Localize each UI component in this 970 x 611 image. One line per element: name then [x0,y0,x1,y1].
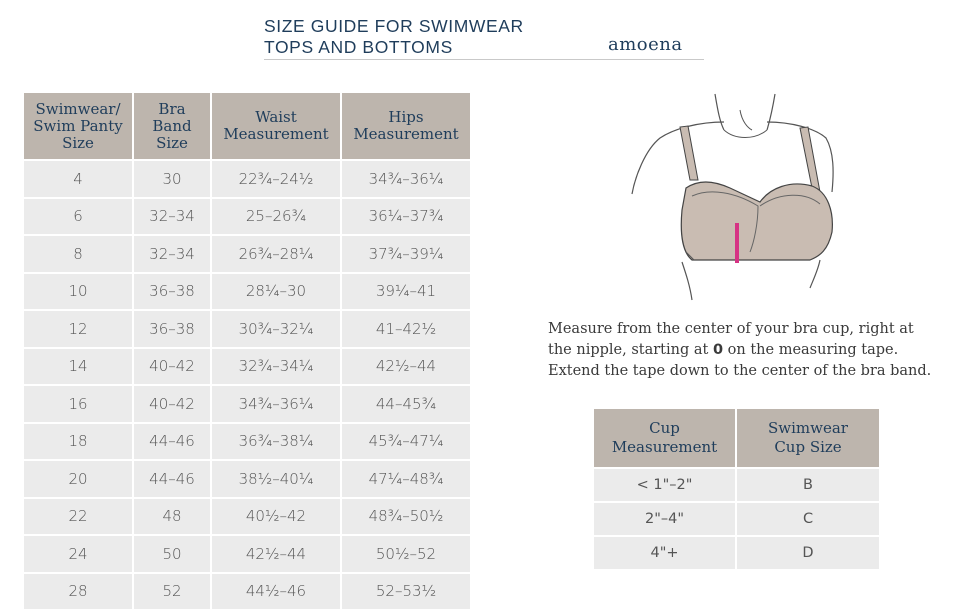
table-row [24,574,470,610]
table-cell: 36–38 [134,274,210,310]
table-cell: 24 [24,536,132,572]
table-row [24,199,470,235]
table-cell: D [737,537,879,569]
table-cell: 28 [24,574,132,610]
header-bra-band-size: Bra Band Size [134,93,210,159]
instructions-line-2: the nipple, starting at 0 on the measuring tape. [548,342,899,358]
table-cell: 50½–52 [342,536,470,572]
table-cell: 12 [24,311,132,347]
table-cell: 48 [134,499,210,535]
table-cell: C [737,503,879,535]
title-divider [264,59,704,60]
table-cell: 48¾–50½ [342,499,470,535]
table-cell: 18 [24,424,132,460]
cup-size-table [592,407,881,571]
header-swimwear-cup-size: Swimwear Cup Size [737,409,879,467]
table-cell: 52–53½ [342,574,470,610]
table-cell: 34¾–36¼ [212,386,340,422]
table-cell: 38½–40¼ [212,461,340,497]
table-cell: 32¾–34¼ [212,349,340,385]
table-cell: 34¾–36¼ [342,161,470,197]
table-cell: 10 [24,274,132,310]
table-row [594,469,879,501]
table-cell: 39¼–41 [342,274,470,310]
table-row [24,386,470,422]
table-row [24,311,470,347]
table-cell: 4"+ [594,537,735,569]
table-cell: 6 [24,199,132,235]
table-cell: 50 [134,536,210,572]
table-row [24,499,470,535]
table-cell: 47¼–48¾ [342,461,470,497]
table-row [24,349,470,385]
table-cell: 36¼–37¾ [342,199,470,235]
title-line-1: SIZE GUIDE FOR SWIMWEAR [264,16,524,36]
header-hips: Hips Measurement [342,93,470,159]
instructions-line-1: Measure from the center of your bra cup, right at [548,321,914,337]
table-cell: 42½–44 [212,536,340,572]
page-title [264,16,524,58]
table-cell: 26¾–28¼ [212,236,340,272]
table-cell: 16 [24,386,132,422]
table-cell: 2"–4" [594,503,735,535]
table-cell: 32–34 [134,199,210,235]
bra-measurement-illustration [620,92,850,302]
table-cell: 20 [24,461,132,497]
table-cell: 40–42 [134,349,210,385]
table-row [24,536,470,572]
table-cell: 22 [24,499,132,535]
size-table-header-row [24,93,470,159]
table-cell: 4 [24,161,132,197]
instructions-line-3: Extend the tape down to the center of the bra band. [548,363,932,379]
table-cell: 44–45¾ [342,386,470,422]
table-cell: < 1"–2" [594,469,735,501]
table-cell: 30 [134,161,210,197]
table-row [594,537,879,569]
table-cell: 28¼–30 [212,274,340,310]
table-cell: 36¾–38¼ [212,424,340,460]
table-row [24,461,470,497]
cup-table-header-row [594,409,879,467]
table-row [24,236,470,272]
measurement-instructions [548,319,948,382]
table-cell: 52 [134,574,210,610]
table-cell: 37¾–39¼ [342,236,470,272]
size-table-body [24,161,470,609]
header-waist: Waist Measurement [212,93,340,159]
table-cell: 41–42½ [342,311,470,347]
table-cell: 44–46 [134,424,210,460]
table-cell: 44–46 [134,461,210,497]
table-row [24,424,470,460]
table-row [594,503,879,535]
title-line-2: TOPS AND BOTTOMS [264,37,453,57]
table-cell: 25–26¾ [212,199,340,235]
size-table [22,91,472,611]
brand-logo: amoena [608,34,683,55]
table-row [24,161,470,197]
table-cell: 40–42 [134,386,210,422]
table-cell: 45¾–47¼ [342,424,470,460]
table-cell: 42½–44 [342,349,470,385]
table-cell: 8 [24,236,132,272]
table-cell: B [737,469,879,501]
table-cell: 22¾–24½ [212,161,340,197]
table-cell: 36–38 [134,311,210,347]
table-cell: 32–34 [134,236,210,272]
header-cup-measurement: Cup Measurement [594,409,735,467]
table-cell: 30¾–32¼ [212,311,340,347]
header-swim-size: Swimwear/ Swim Panty Size [24,93,132,159]
table-cell: 44½–46 [212,574,340,610]
table-cell: 14 [24,349,132,385]
cup-table-body [594,469,879,569]
measuring-tape-mark [735,223,739,263]
table-cell: 40½–42 [212,499,340,535]
table-row [24,274,470,310]
